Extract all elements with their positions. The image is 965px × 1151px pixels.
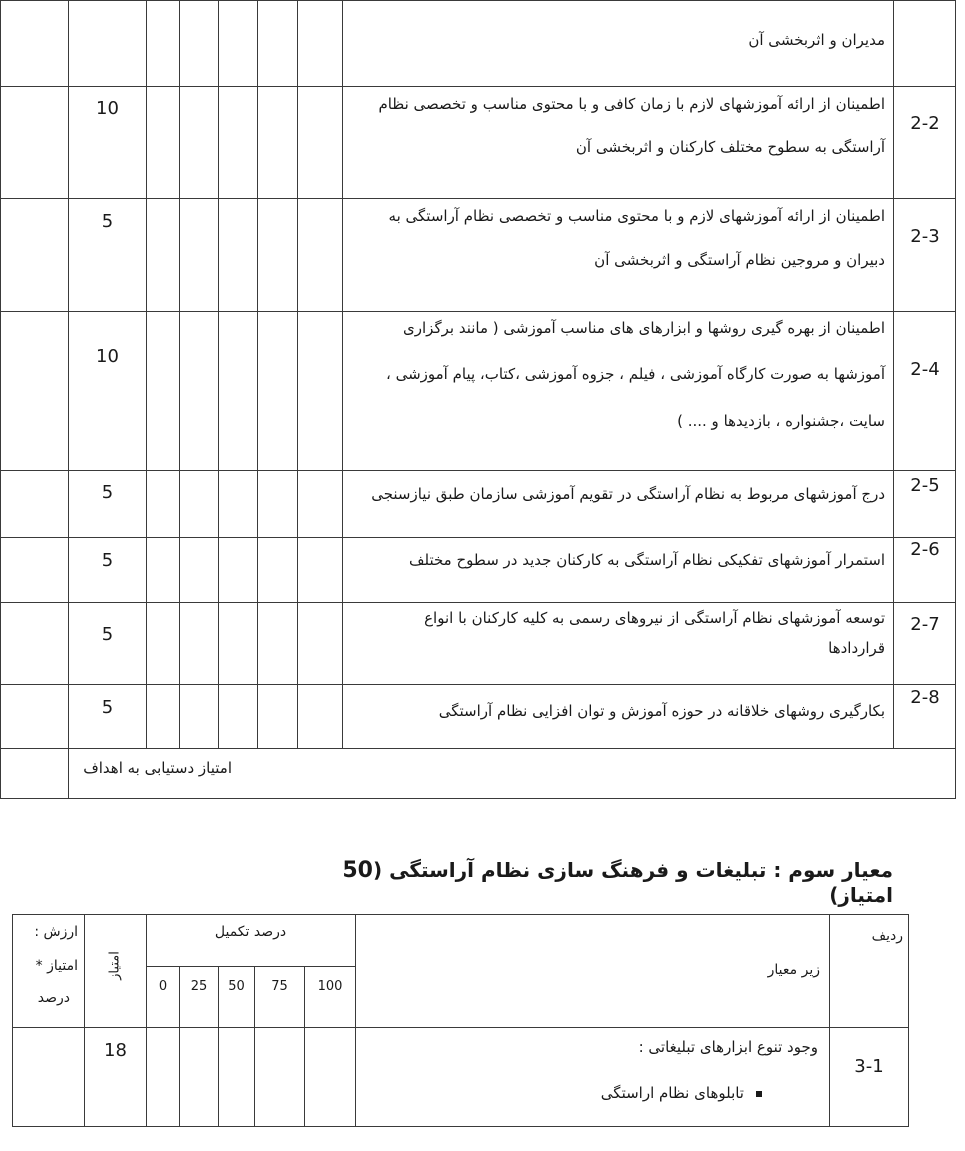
row-score: 10	[96, 98, 119, 119]
row-score: 10	[96, 346, 119, 367]
row-text: اطمینان از ارائه آموزشهای لازم و با محتوی مناسب و تخصصی نظام آراستگی به	[388, 207, 885, 225]
row-text: درج آموزشهای مربوط به نظام آراستگی در تقویم آموزشی سازمان طبق نیازسنجی	[371, 485, 885, 503]
header-arzesh-2: امتیاز *	[35, 958, 78, 974]
bullet-item	[360, 1081, 762, 1105]
row-text: قراردادها	[828, 639, 885, 657]
row-code: 2-4	[910, 359, 940, 380]
row-score: 5	[101, 624, 114, 645]
row-code: 2-6	[910, 539, 940, 560]
section-title-text: معیار سوم : تبلیغات و فرهنگ سازی نظام آراستگی (	[372, 858, 893, 882]
row-text: بکارگیری روشهای خلاقانه در حوزه آموزش و توان افزایی نظام آراستگی	[438, 702, 885, 720]
bullet-square-icon	[756, 1091, 762, 1097]
row-text: آموزشها به صورت کارگاه آموزشی ، فیلم ، جزوه آموزشی ،کتاب، پیام آموزشی ،	[385, 365, 885, 383]
row-score: 5	[101, 697, 114, 718]
header-arzesh-1: ارزش :	[34, 924, 78, 940]
header-zir-meyar: زیر معیار	[767, 962, 820, 978]
row-code: 2-2	[910, 113, 940, 134]
row-text: دبیران و مروجین نظام آراستگی و اثربخشی آن	[594, 251, 885, 269]
row-code: 2-8	[910, 687, 940, 708]
row-text: توسعه آموزشهای نظام آراستگی از نیروهای رسمی به کلیه کارکنان با انواع	[424, 609, 885, 627]
row-text: مدیران و اثربخشی آن	[748, 31, 885, 49]
section-title-number: 50	[342, 858, 373, 883]
row-text: سایت ،جشنواره ، بازدیدها و .... )	[677, 412, 885, 430]
row-code: 2-5	[910, 475, 940, 496]
row-text: اطمینان از ارائه آموزشهای لازم با زمان کافی و با محتوی مناسب و تخصصی نظام	[378, 95, 885, 113]
percent-25: 25	[190, 979, 208, 994]
row-code: 2-7	[910, 614, 940, 635]
row-score: 5	[101, 482, 114, 503]
bullet-text: تابلوهای نظام اراستگی	[600, 1084, 744, 1102]
row-code: 3-1	[854, 1056, 884, 1077]
row-text: وجود تنوع ابزارهای تبلیغاتی :	[638, 1038, 818, 1056]
row-text: اطمینان از بهره گیری روشها و ابزارهای های مناسب آموزشی ( مانند برگزاری	[403, 319, 885, 337]
percent-0: 0	[158, 979, 168, 994]
percent-100: 100	[317, 979, 343, 994]
section-title	[300, 858, 893, 907]
row-score: 5	[101, 550, 114, 571]
row-code: 2-3	[910, 226, 940, 247]
header-radif: ردیف	[871, 928, 903, 944]
header-arzesh-3: درصد	[37, 990, 70, 1006]
percent-75: 75	[271, 979, 288, 994]
row-score: 5	[101, 211, 114, 232]
row-score: 18	[104, 1040, 127, 1061]
row-text: استمرار آموزشهای تفکیکی نظام آراستگی به کارکنان جدید در سطوح مختلف	[408, 551, 885, 569]
header-darsad-takmil: درصد تکمیل	[214, 924, 287, 940]
section-title-suffix: امتیاز)	[829, 883, 893, 907]
row-text: آراستگی به سطوح مختلف کارکنان و اثربخشی آن	[575, 138, 885, 156]
header-emtiaz: امتیاز	[107, 951, 123, 980]
percent-50: 50	[228, 979, 245, 994]
table-footer-label: امتیاز دستیابی به اهداف	[83, 759, 232, 777]
